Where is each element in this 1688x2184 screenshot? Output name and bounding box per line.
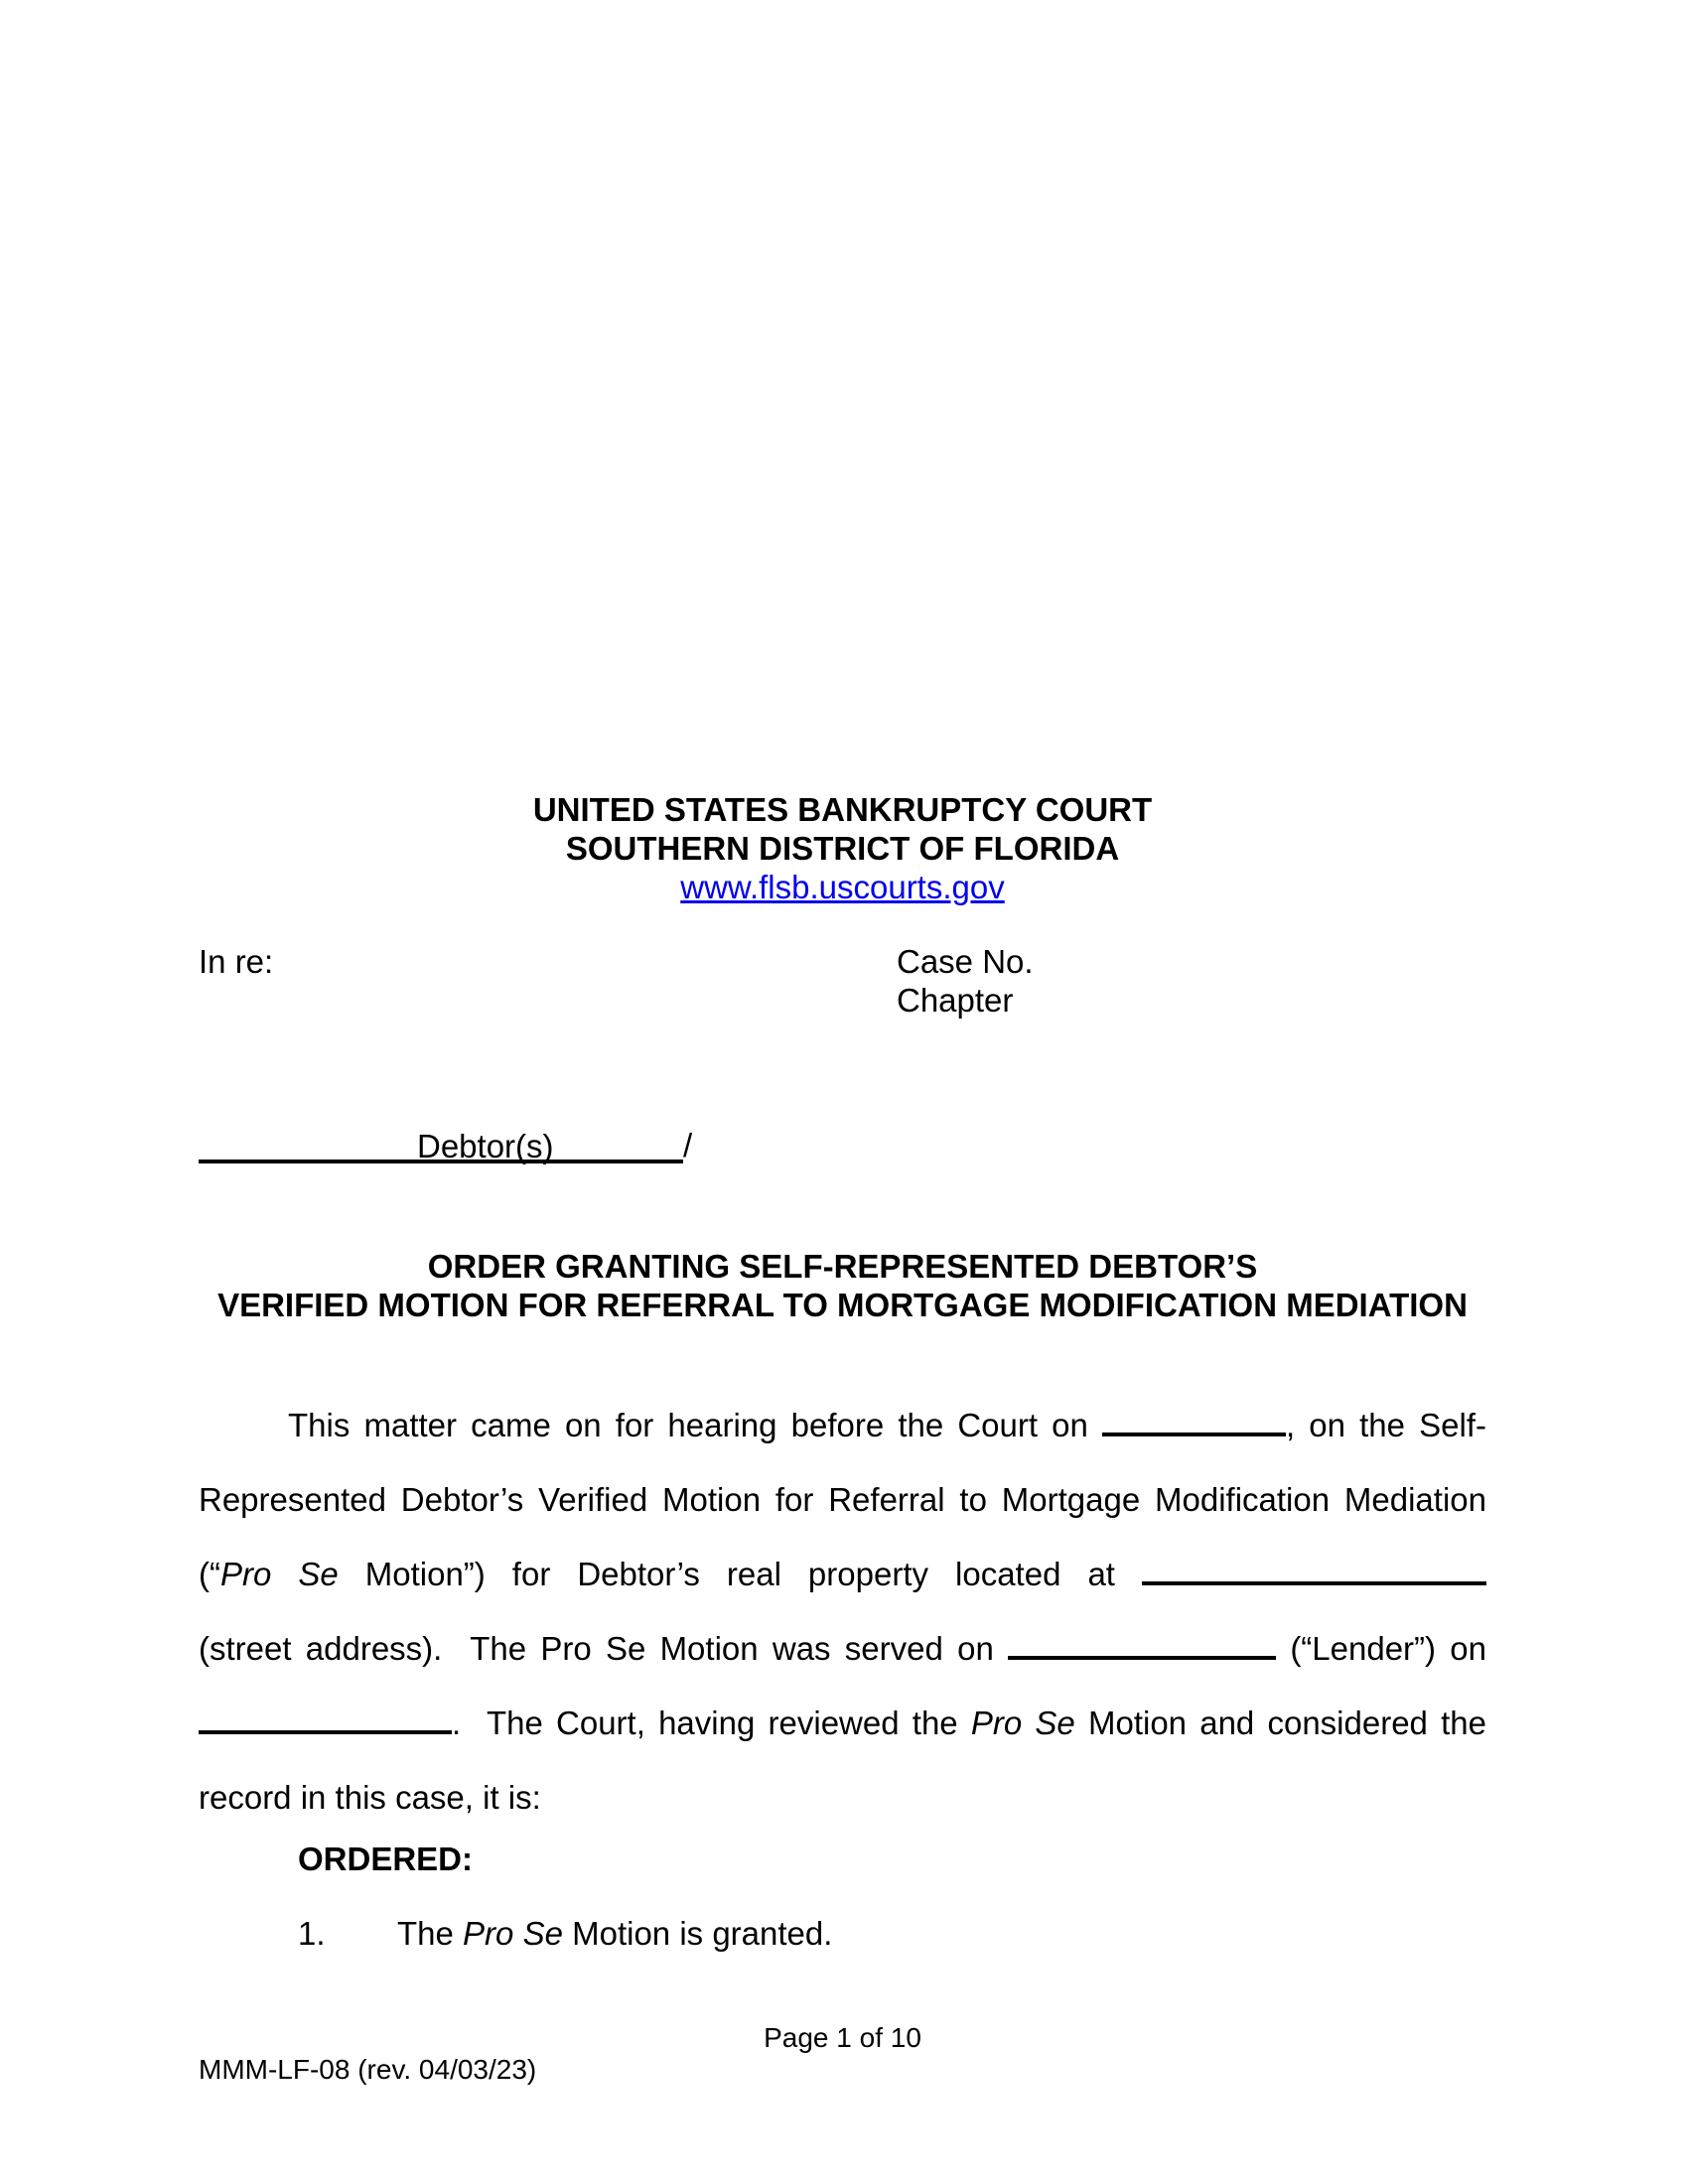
pro-se-italic-1: Pro Se [219, 1556, 339, 1592]
court-website-row [199, 868, 1486, 906]
body-line-5-text: . The Court, having reviewed the [452, 1705, 971, 1741]
item-1-text: The [397, 1915, 464, 1952]
body-line-5-text-end: Motion and considered the [1074, 1705, 1486, 1741]
caption-end-slash: / [683, 1127, 693, 1163]
order-title-line-1: ORDER GRANTING SELF-REPRESENTED DEBTOR’S [427, 1248, 1258, 1285]
body-line-1 [199, 1388, 1486, 1462]
in-re-label: In re: [199, 943, 274, 980]
hearing-date-blank [1102, 1403, 1286, 1436]
order-title [199, 1247, 1486, 1324]
ordered-heading: ORDERED: [298, 1841, 474, 1877]
debtor-label: Debtor(s) [417, 1128, 554, 1164]
court-name: UNITED STATES BANKRUPTCY COURT [532, 791, 1153, 828]
page-number: Page 1 of 10 [764, 2022, 921, 2053]
case-number-label: Case No. [897, 943, 1034, 980]
street-address-blank [1142, 1552, 1486, 1585]
pro-se-italic-2: Pro Se [970, 1705, 1075, 1741]
body-line-4-text-end: (“Lender”) on [1276, 1630, 1486, 1667]
order-title-line-2: VERIFIED MOTION FOR REFERRAL TO MORTGAGE MODIFICATION MEDIATION [217, 1287, 1468, 1323]
body-line-4 [199, 1611, 1486, 1686]
service-date-blank [199, 1701, 452, 1734]
debtor-signature-line [199, 1118, 683, 1163]
body-line-1-text-end: , on the Self- [1286, 1407, 1486, 1443]
court-header [199, 790, 1486, 906]
body-line-6: record in this case, it is: [199, 1779, 541, 1816]
body-line-3-open: (“ [199, 1556, 220, 1592]
body-line-5 [199, 1686, 1486, 1760]
body-line-2: Represented Debtor’s Verified Motion for Referral to Mortgage Modification Mediation [199, 1481, 1486, 1518]
body-line-3-text: Motion”) for Debtor’s real property located at [338, 1556, 1142, 1592]
court-website-link[interactable]: www.flsb.uscourts.gov [680, 869, 1005, 905]
pro-se-italic-3: Pro Se [463, 1915, 563, 1952]
item-1-number: 1. [298, 1915, 326, 1952]
court-district: SOUTHERN DISTRICT OF FLORIDA [565, 830, 1120, 867]
chapter-label: Chapter [897, 982, 1014, 1019]
ordered-item-1 [298, 1914, 832, 1953]
lender-name-blank [1008, 1626, 1276, 1660]
item-1-text-end: Motion is granted. [562, 1915, 833, 1952]
body-line-3 [199, 1537, 1486, 1611]
body-line-1-text: This matter came on for hearing before the Court on [288, 1407, 1102, 1443]
body-line-4-text: (street address). The Pro Se Motion was served on [199, 1630, 1009, 1667]
order-body [199, 1388, 1486, 1835]
case-info-block [897, 942, 1034, 1020]
form-number: MMM-LF-08 (rev. 04/03/23) [199, 2054, 537, 2085]
